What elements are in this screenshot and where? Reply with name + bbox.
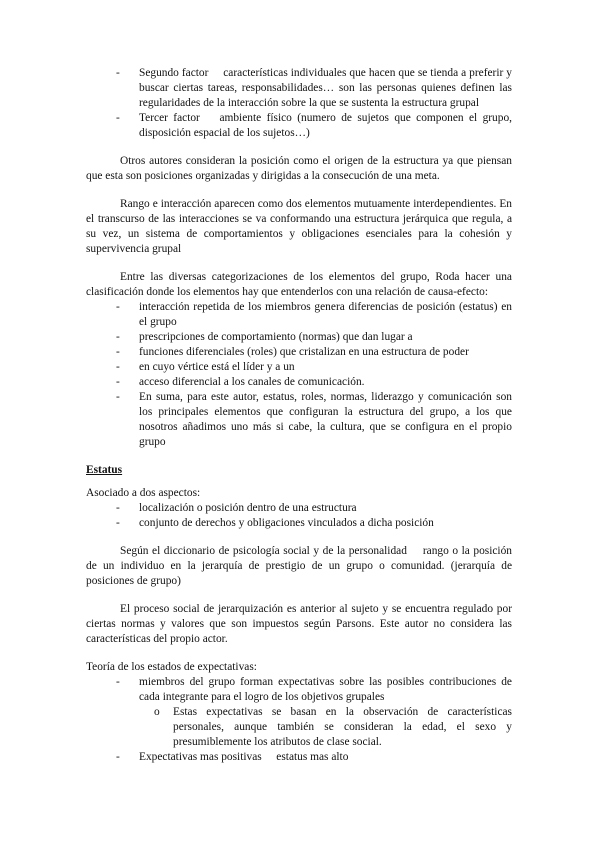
- list-item: - en cuyo vértice está el líder y a un: [139, 360, 512, 375]
- list-item: - Expectativas mas positivas estatus mas alto: [139, 750, 512, 765]
- aspects-list: [86, 501, 512, 531]
- sub-list: [139, 705, 512, 750]
- list-item: [139, 675, 512, 750]
- list-item: - conjunto de derechos y obligaciones vinculados a dicha posición: [139, 516, 512, 531]
- factor-list: [86, 66, 512, 141]
- list-item: - Tercer factor ambiente físico (numero de sujetos que componen el grupo, disposición espacial de los sujetos…): [139, 111, 512, 141]
- paragraph-roda: Entre las diversas categorizaciones de los elementos del grupo, Roda hacer una clasificación donde los elementos hay que entenderlos con una relación de causa-efecto:: [86, 271, 512, 298]
- list-item: - interacción repetida de los miembros genera diferencias de posición (estatus) en el grupo: [139, 300, 512, 330]
- list-item: - localización o posición dentro de una estructura: [139, 501, 512, 516]
- list-item: - En suma, para este autor, estatus, roles, normas, liderazgo y comunicación son los principales elementos que configuran la estructura del grupo, a los que nosotros añadimos uno más si cabe, la cultura, que se configura en el propio grupo: [139, 390, 512, 450]
- elements-list: [86, 300, 512, 450]
- list-item: - acceso diferencial a los canales de comunicación.: [139, 375, 512, 390]
- sub-list-item: o Estas expectativas se basan en la observación de características personales, aunque también se consideran la edad, el sexo y presumiblemente los atributos de clase social.: [173, 705, 512, 750]
- paragraph-diccionario: Según el diccionario de psicología social y de la personalidad rango o la posición de un individuo en la jerarquía de prestigio de un grupo o comunidad. (jerarquía de posiciones de grupo): [86, 545, 512, 587]
- paragraph-rango: Rango e interacción aparecen como dos elementos mutuamente interdependientes. En el transcurso de las interacciones se va conformando una estructura jerárquica que regula, a su vez, un sistema de comportamientos y obligaciones esenciales para la cohesión y supervivencia grupal: [86, 198, 512, 255]
- paragraph-posicion: Otros autores consideran la posición como el origen de la estructura ya que piensan que esta son posiciones organizadas y dirigidas a la consecución de una meta.: [86, 155, 512, 182]
- paragraph-asociado: Asociado a dos aspectos:: [86, 487, 201, 499]
- list-item: - Segundo factor características individuales que hacen que se tienda a preferir y buscar ciertas tareas, responsabilidades… son las personas quienes definen las regularidades de la interacción sobre la que se sustenta la estructura grupal: [139, 66, 512, 111]
- paragraph-parsons: El proceso social de jerarquización es anterior al sujeto y se encuentra regulado por ciertas normas y valores que son impuestos según Parsons. Este autor no considera las características del propio actor.: [86, 603, 512, 645]
- list-item: - funciones diferenciales (roles) que cristalizan en una estructura de poder: [139, 345, 512, 360]
- list-item: - prescripciones de comportamiento (normas) que dan lugar a: [139, 330, 512, 345]
- paragraph-teoria: Teoría de los estados de expectativas:: [86, 661, 257, 673]
- expectations-list: [86, 675, 512, 765]
- list-item-text: miembros del grupo forman expectativas sobre las posibles contribuciones de cada integrante para el logro de los objetivos grupales: [139, 676, 512, 703]
- section-heading-estatus: Estatus: [86, 464, 123, 476]
